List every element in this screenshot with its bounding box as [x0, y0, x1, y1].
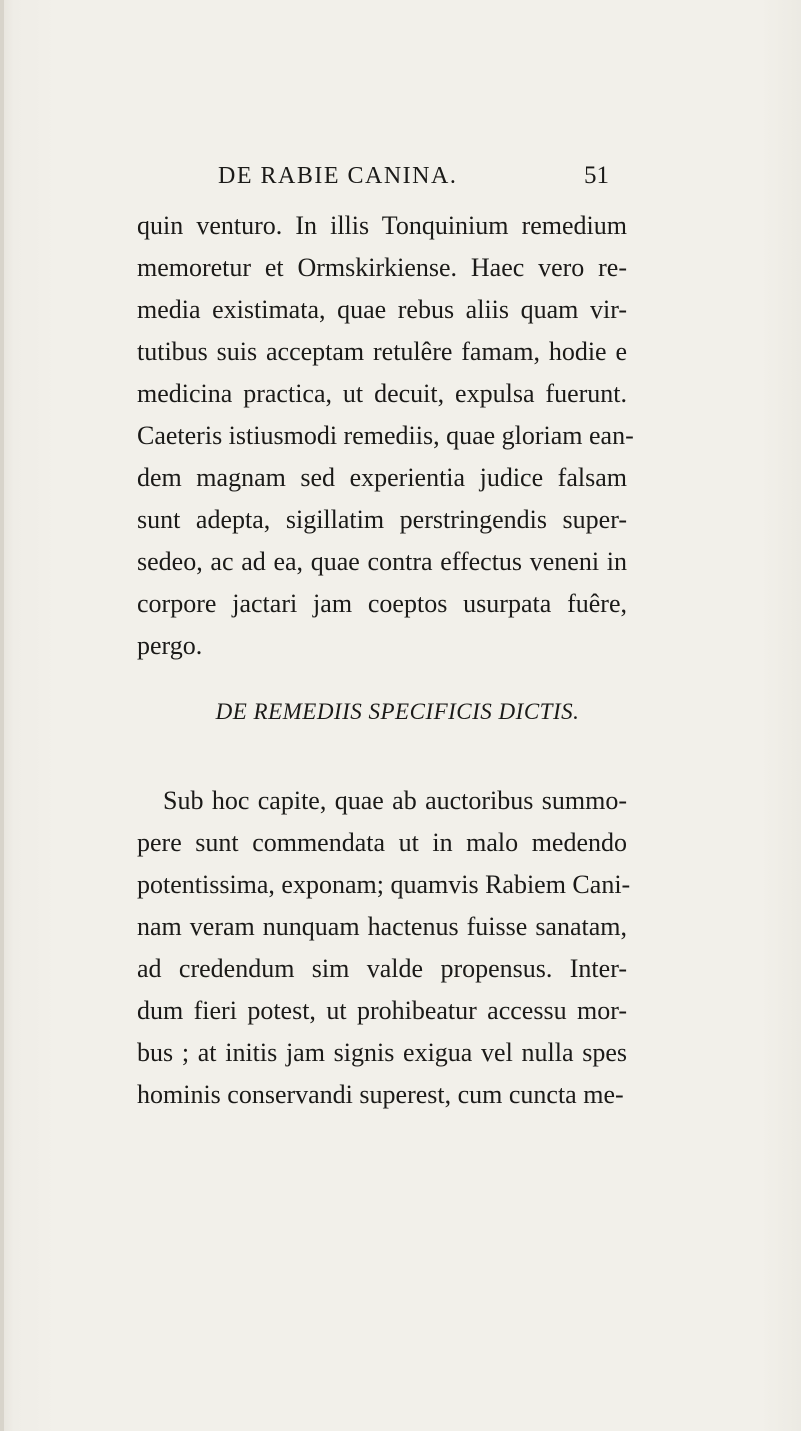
running-head-title: DE RABIE CANINA. [218, 163, 458, 189]
text-line: dum fieri potest, ut prohibeatur accessu mor- [137, 996, 627, 1025]
text-line: pere sunt commendata ut in malo medendo [137, 828, 627, 857]
text-line: sedeo, ac ad ea, quae contra effectus veneni in [137, 547, 627, 576]
section-heading [0, 692, 801, 732]
text-line: dem magnam sed experientia judice falsam [137, 463, 627, 492]
text-line: bus ; at initis jam signis exigua vel nulla spes [137, 1038, 627, 1067]
page-number: 51 [584, 162, 609, 189]
text-line: nam veram nunquam hactenus fuisse sanatam, [137, 912, 627, 941]
text-line: hominis conservandi superest, cum cuncta me- [137, 1080, 624, 1109]
paragraph-2 [137, 780, 631, 1116]
text-line: corpore jactari jam coeptos usurpata fuêre, [137, 589, 627, 618]
text-line: tutibus suis acceptam retulêre famam, hodie e [137, 337, 627, 366]
text-line: media existimata, quae rebus aliis quam vir- [137, 295, 627, 324]
running-head [0, 158, 801, 194]
text-line: potentissima, exponam; quamvis Rabiem Cani- [137, 870, 631, 899]
text-line: Sub hoc capite, quae ab auctoribus summo- [163, 786, 627, 815]
text-line: Caeteris istiusmodi remediis, quae gloriam ean- [137, 421, 634, 450]
text-line: medicina practica, ut decuit, expulsa fuerunt. [137, 379, 627, 408]
text-line: ad credendum sim valde propensus. Inter- [137, 954, 627, 983]
text-line: pergo. [137, 631, 203, 660]
section-heading-text: DE REMEDIIS SPECIFICIS DICTIS. [215, 699, 580, 724]
paragraph-1 [137, 205, 634, 667]
text-line: quin venturo. In illis Tonquinium remedium [137, 211, 627, 240]
text-line: sunt adepta, sigillatim perstringendis super- [137, 505, 627, 534]
text-line: memoretur et Ormskirkiense. Haec vero re- [137, 253, 627, 282]
